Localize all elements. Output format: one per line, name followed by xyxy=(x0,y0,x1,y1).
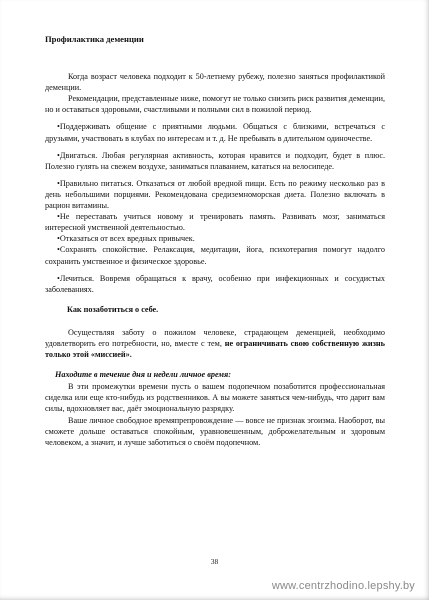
intro-paragraph-2: Рекомендации, представленные ниже, помогут не только снизить риск развития деменции, но и оставаться здоровыми, счастливыми и полными сил в пожилой период. xyxy=(45,94,385,115)
bullet-calm: •Сохранять спокойствие. Релаксация, медитации, йога, психотерапия помогут надолго сохранить умственное и физическое здоровье. xyxy=(45,245,385,266)
care-text-bold: не ограничивать свою собственную жизнь только этой «миссией». xyxy=(45,338,385,360)
page-number: 38 xyxy=(210,557,219,566)
bullet-treatment: •Лечиться. Вовремя обращаться к врачу, особенно при инфекционных и сосудистых заболеваниях. xyxy=(45,273,385,294)
intro-paragraph-1: Когда возраст человека подходит к 50-летнему рубежу, полезно заняться профилактикой деменции. xyxy=(45,72,385,93)
personal-time-heading: Находите в течение дня и недели личное время: xyxy=(55,370,231,380)
bullet-learning: •Не переставать учиться новому и тренировать память. Развивать мозг, заниматься интересной умственной деятельностью. xyxy=(45,212,385,233)
bullet-habits: •Отказаться от всех вредных привычек. xyxy=(57,234,195,244)
care-heading: Как позаботиться о себе. xyxy=(67,304,159,314)
bullet-nutrition: •Правильно питаться. Отказаться от любой вредной пищи. Есть по режиму несколько раз в день небольшими порциями. Рекомендована средиземноморская диета. Полезно включать в рацион витамины. xyxy=(45,178,385,211)
bullet-movement: •Двигаться. Любая регулярная активность, которая нравится и подходит, будет в плюс. Полезно гулять на свежем воздухе, заниматься плаванием, кататься на велосипеде. xyxy=(45,150,385,171)
page-content xyxy=(45,34,385,448)
bullet-communication: •Поддерживать общение с приятными людьми. Общаться с близкими, встречаться с друзьями, участвовать в клубах по интересам и т. д. Не пребывать в длительном одиночестве. xyxy=(45,122,385,143)
care-text: Осуществляя заботу о пожилом человеке, страдающем деменцией, необходимо удовлетворить его потребности, но, вместе с тем, xyxy=(45,327,385,348)
personal-time-paragraph-1: В эти промежутки времени пусть о вашем подопечном позаботится профессиональная сиделка или еще кто-нибудь из родственников. А вы можете заняться чем-нибудь, что дарит вам силы, вдохновляет вас, даёт эмоциональную разрядку. xyxy=(45,382,385,414)
care-paragraph xyxy=(45,327,385,360)
page-title: Профилактика деменции xyxy=(45,34,144,44)
personal-time-paragraph-2: Ваше личное свободное времяпрепровождение — вовсе не признак эгоизма. Наоборот, вы сможете дольше оставаться спокойным, уравновешенным, доброжелательным и здоровым человеком, а значит, и лучше заботиться о своём подопечном. xyxy=(45,415,385,447)
watermark-url: www.centrzhodino.lepshy.by xyxy=(271,580,415,592)
